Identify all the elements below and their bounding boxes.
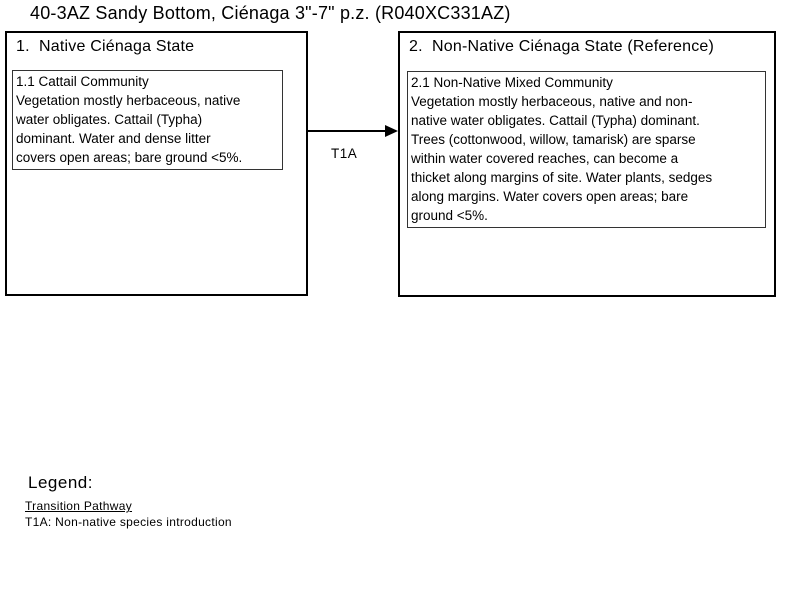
legend-section-transition-pathway: Transition Pathway: [25, 499, 133, 513]
community-1-1-description-line: water obligates. Cattail (Typha): [16, 112, 203, 127]
legend-item-t1a: T1A: Non-native species introduction: [25, 515, 232, 529]
community-2-1-name: 2.1 Non-Native Mixed Community: [411, 75, 613, 90]
community-box-2-1: [407, 71, 766, 228]
transition-arrow-icon: [306, 122, 398, 142]
state-1-heading: 1. Native Ciénaga State: [16, 38, 195, 55]
diagram-title: 40-3AZ Sandy Bottom, Ciénaga 3"-7" p.z. (R040XC331AZ): [30, 3, 511, 23]
community-2-1-description-line: along margins. Water covers open areas; bare: [411, 189, 689, 204]
community-1-1-description-line: dominant. Water and dense litter: [16, 131, 211, 146]
community-2-1-description-line: Vegetation mostly herbaceous, native and non-: [411, 94, 693, 109]
community-box-1-1: [12, 70, 283, 170]
transition-label: T1A: [331, 146, 358, 161]
community-1-1-description-line: covers open areas; bare ground <5%.: [16, 150, 243, 165]
community-2-1-description-line: within water covered reaches, can become a: [411, 151, 679, 166]
community-2-1-description-line: ground <5%.: [411, 208, 488, 223]
state-box-non-native-cienaga: [398, 31, 776, 297]
legend-title: Legend:: [28, 473, 93, 492]
state-box-native-cienaga: [5, 31, 308, 296]
community-2-1-description-line: native water obligates. Cattail (Typha) dominant.: [411, 113, 700, 128]
community-1-1-description-line: Vegetation mostly herbaceous, native: [16, 93, 241, 108]
state-2-heading: 2. Non-Native Ciénaga State (Reference): [409, 38, 715, 55]
community-2-1-description-line: thicket along margins of site. Water plants, sedges: [411, 170, 713, 185]
community-1-1-name: 1.1 Cattail Community: [16, 74, 149, 89]
community-2-1-description-line: Trees (cottonwood, willow, tamarisk) are sparse: [411, 132, 696, 147]
